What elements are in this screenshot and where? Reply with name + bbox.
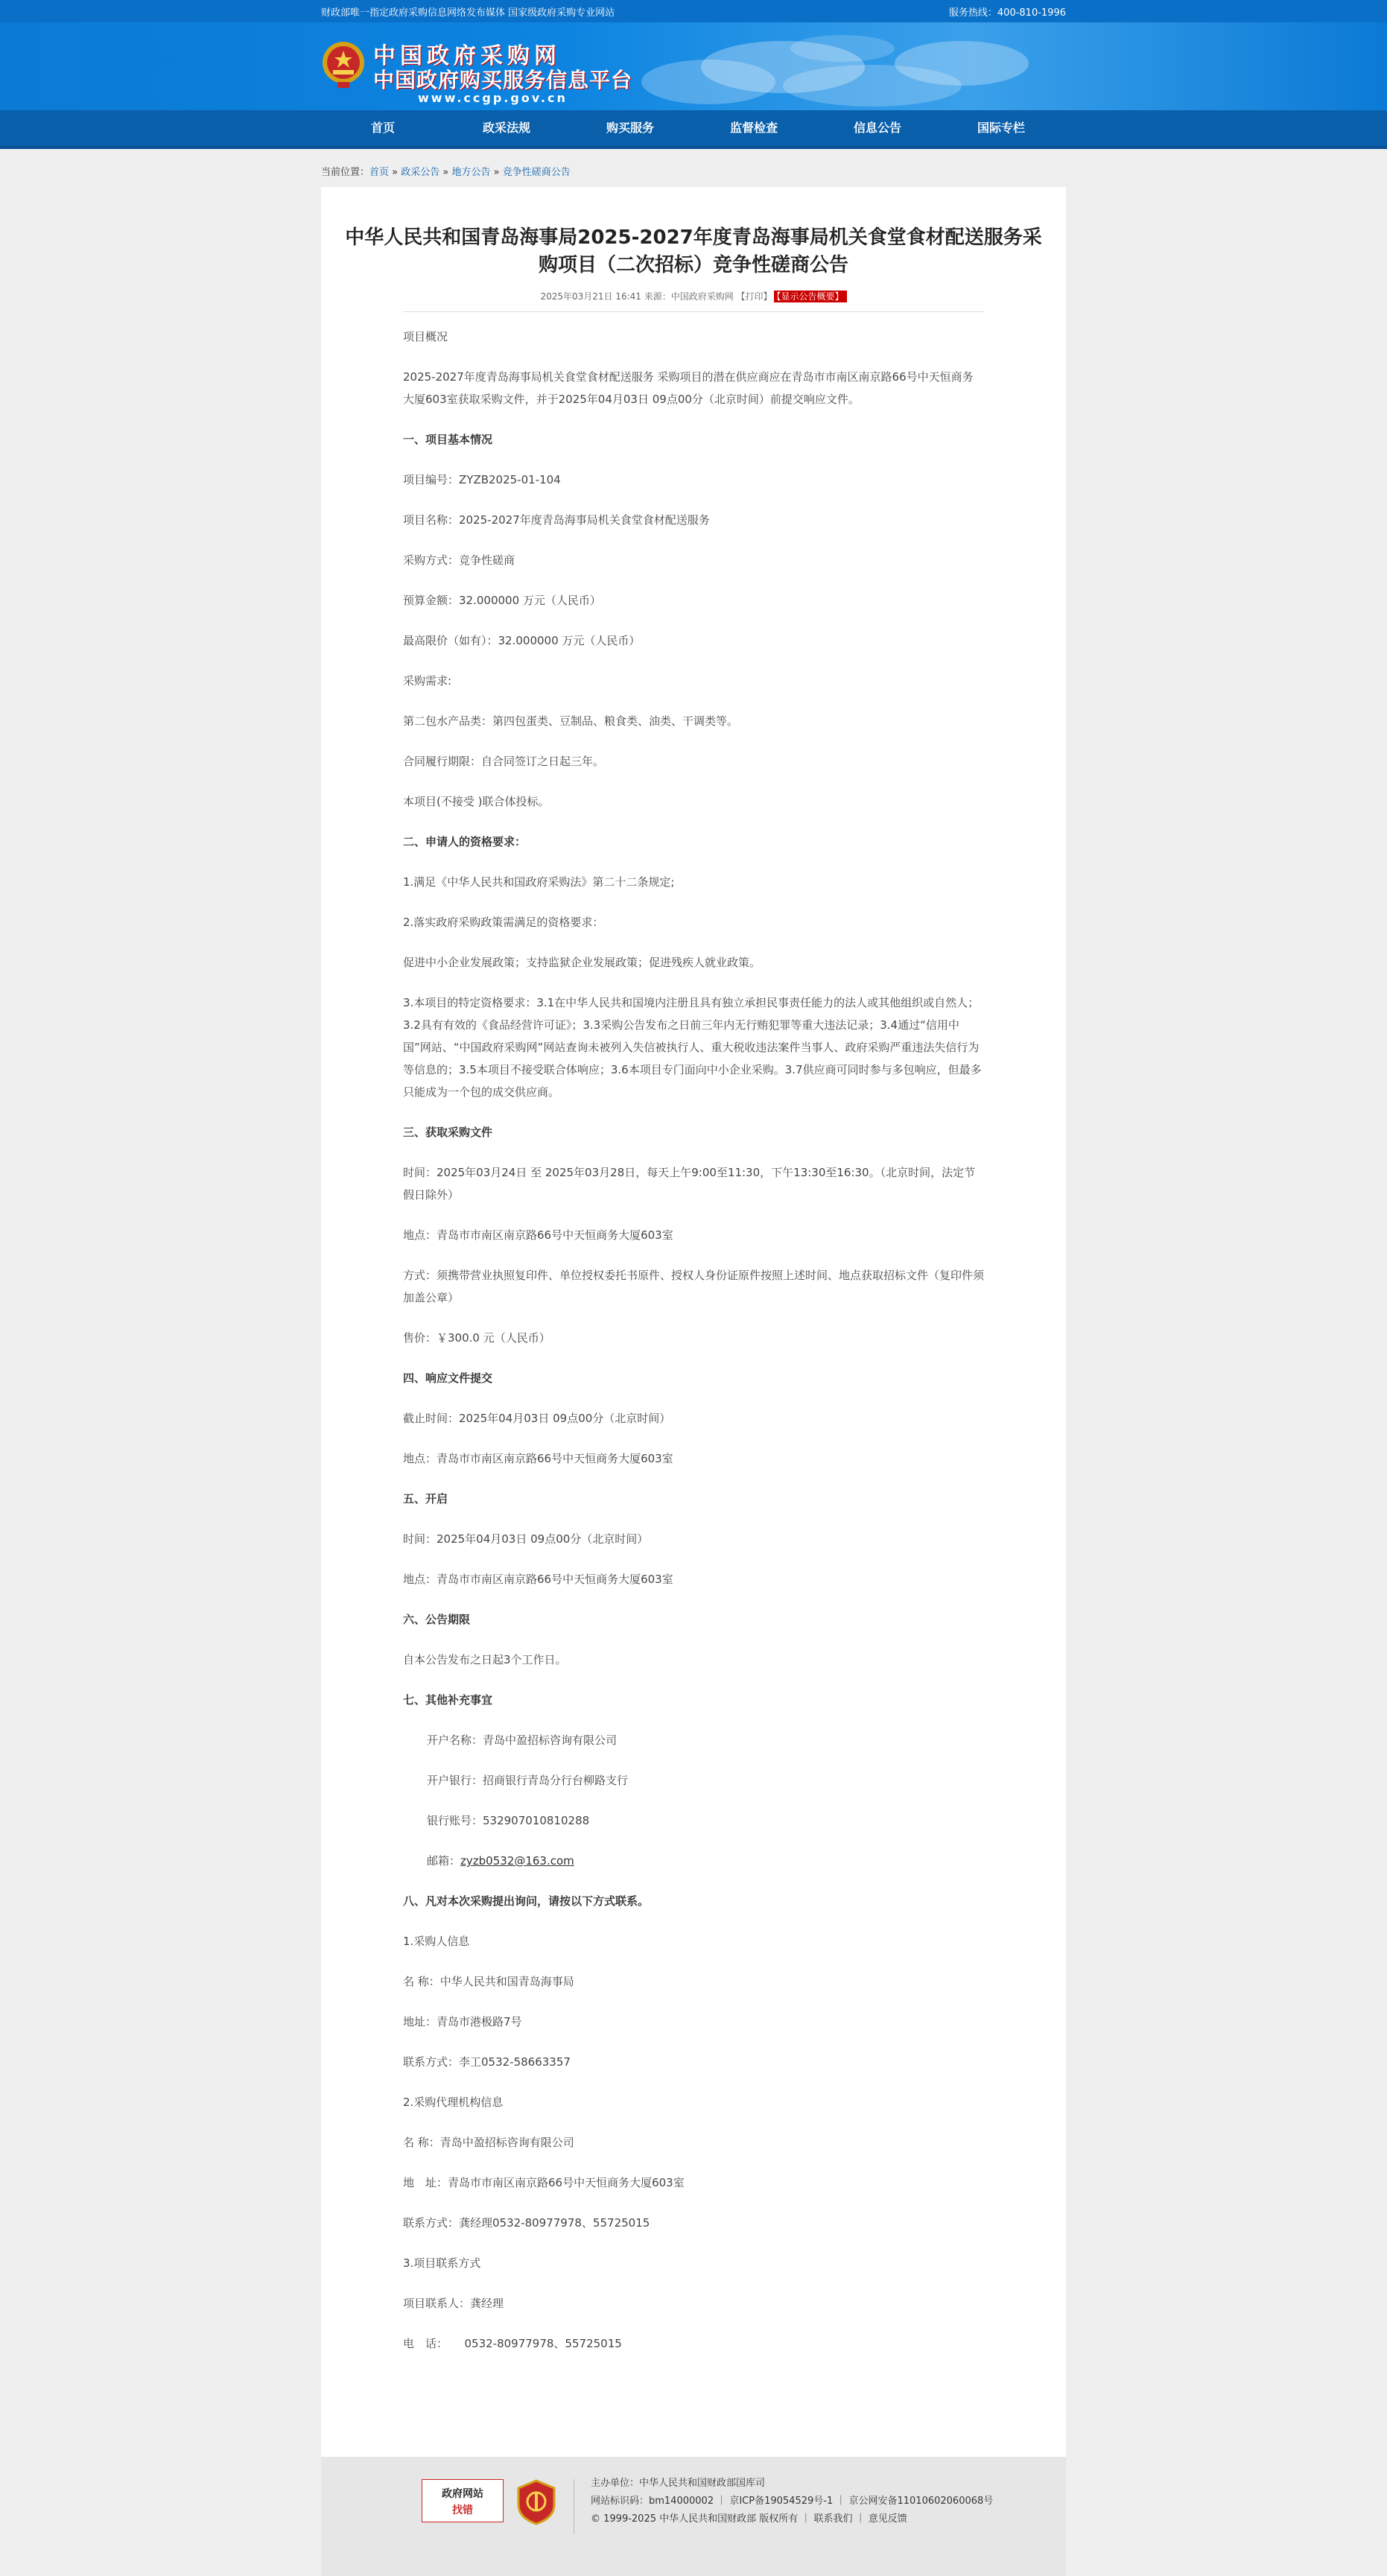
paragraph (403, 2332, 984, 2355)
paragraph-text: 电 话： 0532-80977978、55725015 (403, 2337, 622, 2350)
breadcrumb-sep: » (389, 167, 402, 178)
paragraph-text: 截止时间：2025年04月03日 09点00分（北京时间） (403, 1412, 671, 1425)
paragraph-text: 采购需求: (403, 674, 452, 688)
party-organization-icon[interactable] (515, 2479, 557, 2525)
nav-supervision[interactable]: 监督检查 (729, 121, 778, 135)
paragraph (403, 1528, 984, 1550)
breadcrumb-announcements[interactable]: 政采公告 (401, 167, 440, 178)
paragraph-text: 七、其他补充事宜 (403, 1693, 493, 1707)
paragraph (403, 750, 984, 773)
paragraph-text: 六、公告期限 (403, 1613, 471, 1626)
article-meta-text: 2025年03月21日 16:41 来源：中国政府采购网 【打印】 (540, 291, 772, 302)
nav-purchase-service[interactable]: 购买服务 (606, 121, 654, 135)
paragraph (403, 1161, 984, 1206)
paragraph (403, 2051, 984, 2073)
section-heading (403, 1488, 984, 1510)
article-container (321, 187, 1066, 2457)
paragraph (403, 469, 984, 491)
paragraph (403, 2212, 984, 2234)
paragraph-text: 三、获取采购文件 (403, 1126, 493, 1139)
paragraph (403, 509, 984, 531)
paragraph (403, 1809, 984, 1832)
article-body (403, 312, 984, 2355)
nav-home[interactable]: 首页 (370, 121, 395, 135)
paragraph (403, 1224, 984, 1246)
badge-line2: 找错 (452, 2504, 473, 2516)
footer-info (591, 2475, 993, 2528)
paragraph-text: 名 称：青岛中盈招标咨询有限公司 (403, 2136, 574, 2149)
paragraph (403, 871, 984, 893)
paragraph-text: 2.落实政府采购政策需满足的资格要求： (403, 916, 604, 929)
paragraph (403, 790, 984, 813)
gov-site-error-report-badge[interactable] (422, 2479, 504, 2522)
section-heading (403, 1890, 984, 1912)
paragraph-text: 项目编号：ZYZB2025-01-104 (403, 473, 561, 486)
section-heading (403, 1608, 984, 1631)
paragraph-text: 售价：￥300.0 元（人民币） (403, 1331, 550, 1345)
paragraph-text: 方式：须携带营业执照复印件、单位授权委托书原件、授权人身份证原件按照上述时间、地点获取招标文件（复印件须加盖公章） (403, 1269, 985, 1304)
paragraph-text: 最高限价（如有）：32.000000 万元（人民币） (403, 634, 641, 647)
paragraph (403, 1447, 984, 1470)
paragraph (403, 2011, 984, 2033)
paragraph-text: 联系方式：龚经理0532-80977978、55725015 (403, 2216, 650, 2230)
paragraph-text: 时间：2025年04月03日 09点00分（北京时间） (403, 1532, 649, 1546)
page-footer (321, 2457, 1066, 2576)
paragraph-text: 3.项目联系方式 (403, 2256, 481, 2270)
top-bar (0, 0, 1387, 22)
paragraph-text: 促进中小企业发展政策；支持监狱企业发展政策；促进残疾人就业政策。 (403, 956, 761, 969)
breadcrumb-local[interactable]: 地方公告 (451, 167, 491, 178)
paragraph-text: 1.满足《中华人民共和国政府采购法》第二十二条规定; (403, 875, 675, 889)
paragraph-text: 五、开启 (403, 1492, 448, 1506)
paragraph (403, 1850, 984, 1872)
paragraph-text: 合同履行期限：自合同签订之日起三年。 (403, 755, 605, 768)
paragraph-text: 时间：2025年03月24日 至 2025年03月28日，每天上午9:00至11:30，下午13:30至16:30。（北京时间，法定节假日除外） (403, 1166, 976, 1202)
nav-regulations[interactable]: 政采法规 (482, 121, 530, 135)
paragraph-text: 地址：青岛市港极路7号 (403, 2015, 522, 2028)
section-heading (403, 831, 984, 853)
footer-icp: 网站标识码：bm14000002 ｜ 京ICP备19054529号-1 ｜ 京公网安备11010602060068号 (591, 2496, 994, 2507)
paragraph-text: 二、申请人的资格要求： (403, 835, 527, 848)
paragraph-text: 地点：青岛市市南区南京路66号中天恒商务大厦603室 (403, 1452, 673, 1465)
header-banner (0, 22, 1387, 110)
main-nav (0, 110, 1387, 149)
badge-line1: 政府网站 (442, 2488, 483, 2500)
paragraph-text: 四、响应文件提交 (403, 1371, 493, 1385)
paragraph (403, 1264, 984, 1309)
paragraph (403, 1568, 984, 1590)
paragraph (403, 629, 984, 652)
paragraph-text: 第二包水产品类：第四包蛋类、豆制品、粮食类、油类、干调类等。 (403, 714, 739, 728)
article-meta (321, 290, 1066, 302)
paragraph-text: 开户银行：招商银行青岛分行台柳路支行 (427, 1774, 629, 1787)
paragraph-text: 预算金额：32.000000 万元（人民币） (403, 594, 601, 607)
article-title: 中华人民共和国青岛海事局2025-2027年度青岛海事局机关食堂食材配送服务采购项目（二次招标）竞争性磋商公告 (345, 226, 1042, 276)
paragraph (403, 1970, 984, 1993)
section-heading (403, 1121, 984, 1143)
email-link[interactable]: zyzb0532@163.com (460, 1854, 574, 1868)
paragraph (403, 2252, 984, 2274)
paragraph (403, 911, 984, 933)
paragraph (403, 2171, 984, 2194)
site-logo-subtitle[interactable]: 中国政府购买服务信息平台 (373, 68, 633, 92)
paragraph-text: 本项目(不接受 )联合体投标。 (403, 795, 550, 808)
paragraph (403, 992, 984, 1103)
paragraph-text: 地点：青岛市市南区南京路66号中天恒商务大厦603室 (403, 1573, 673, 1586)
breadcrumb-sep: » (490, 167, 503, 178)
paragraph-text: 邮箱： (427, 1854, 461, 1868)
paragraph (403, 1729, 984, 1751)
show-summary-button[interactable]: 【显示公告概要】 (774, 291, 847, 302)
nav-international[interactable]: 国际专栏 (977, 121, 1025, 135)
paragraph (403, 1327, 984, 1349)
paragraph-text: 一、项目基本情况 (403, 433, 493, 446)
service-hotline: 服务热线：400-810-1996 (948, 7, 1066, 19)
breadcrumb-prefix: 当前位置： (321, 167, 370, 178)
site-logo-title[interactable]: 中国政府采购网 (373, 43, 561, 69)
paragraph (403, 2091, 984, 2113)
paragraph-text: 联系方式：李工0532-58663357 (403, 2055, 571, 2069)
paragraph-text: 1.采购人信息 (403, 1935, 470, 1948)
paragraph-text: 八、凡对本次采购提出询问，请按以下方式联系。 (403, 1894, 650, 1908)
paragraph (403, 549, 984, 571)
breadcrumb (321, 164, 1066, 178)
paragraph-text: 采购方式：竞争性磋商 (403, 553, 515, 567)
nav-announcements[interactable]: 信息公告 (853, 121, 901, 135)
footer-copyright: © 1999-2025 中华人民共和国财政部 版权所有 ｜ 联系我们 ｜ 意见反馈 (591, 2513, 907, 2525)
breadcrumb-current[interactable]: 竞争性磋商公告 (502, 167, 571, 178)
section-heading (403, 428, 984, 451)
paragraph-text: 地点：青岛市市南区南京路66号中天恒商务大厦603室 (403, 1228, 673, 1242)
paragraph-text: 银行账号：532907010810288 (427, 1814, 590, 1827)
paragraph (403, 366, 984, 410)
paragraph (403, 2131, 984, 2154)
paragraph (403, 1407, 984, 1430)
paragraph (403, 2292, 984, 2315)
paragraph-text: 开户名称：青岛中盈招标咨询有限公司 (427, 1733, 618, 1747)
paragraph (403, 1930, 984, 1952)
breadcrumb-sep: » (439, 167, 452, 178)
paragraph (403, 670, 984, 692)
paragraph (403, 1769, 984, 1792)
paragraph-text: 2.采购代理机构信息 (403, 2096, 504, 2109)
clouds-decoration (619, 22, 1051, 110)
paragraph (403, 951, 984, 974)
breadcrumb-home[interactable]: 首页 (369, 167, 390, 178)
paragraph (403, 589, 984, 612)
section-heading (403, 1689, 984, 1711)
national-emblem-icon (321, 39, 366, 89)
paragraph (403, 710, 984, 732)
paragraph-text: 项目概况 (403, 330, 448, 343)
section-heading (403, 1367, 984, 1389)
topbar-slogan: 财政部唯一指定政府采购信息网络发布媒体 国家级政府采购专业网站 (321, 7, 615, 19)
paragraph-text: 3.本项目的特定资格要求：3.1在中华人民共和国境内注册且具有独立承担民事责任能力的法人或其他组织或自然人；3.2具有有效的《食品经营许可证》；3.3采购公告发布之日前三年内无行贿犯罪等重大违法记录；3.4通过“信用中国”网站、“中国政府采购网”网站查询未被列入失信被执行人、重大税收违法案件当事人、政府采购严重违法失信行为等信息的；3.5本项目不接受联合体响应；3.6本项目专门面向中小企业采购。3.7供应商可同时参与多包响应，但最多只能成为一个包的成交供应商。 (403, 996, 982, 1099)
paragraph (403, 1649, 984, 1671)
footer-sponsor: 主办单位：中华人民共和国财政部国库司 (591, 2478, 766, 2489)
paragraph-text: 名 称：中华人民共和国青岛海事局 (403, 1975, 574, 1988)
paragraph-text: 项目名称：2025-2027年度青岛海事局机关食堂食材配送服务 (403, 513, 710, 527)
paragraph-text: 地 址：青岛市市南区南京路66号中天恒商务大厦603室 (403, 2176, 685, 2189)
paragraph-text: 自本公告发布之日起3个工作日。 (403, 1653, 567, 1666)
paragraph-text: 项目联系人：龚经理 (403, 2297, 504, 2310)
site-logo-url: www.ccgp.gov.cn (418, 91, 568, 105)
paragraph (403, 326, 984, 348)
paragraph-text: 2025-2027年度青岛海事局机关食堂食材配送服务 采购项目的潜在供应商应在青岛市市南区南京路66号中天恒商务大厦603室获取采购文件，并于2025年04月03日 09点00分（北京时间）前提交响应文件。 (403, 370, 974, 406)
